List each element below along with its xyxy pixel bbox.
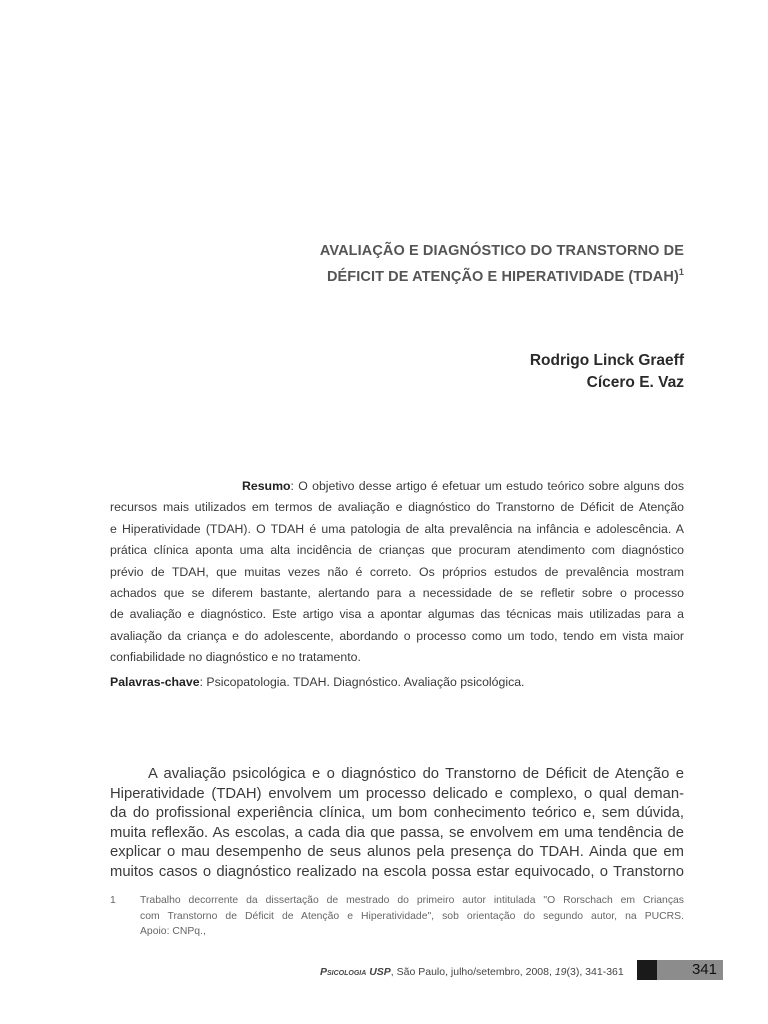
journal-name: Psicologia USP: [320, 966, 391, 978]
keywords: [110, 672, 684, 693]
title-line-1: AVALIAÇÃO E DIAGNÓSTICO DO TRANSTORNO DE: [319, 243, 684, 259]
body-line-4: muita reflexão. As escolas, a cada dia que passa, se envolvem em uma tendência de: [110, 824, 684, 841]
body-line-1: A avaliação psicológica e o diagnóstico do Transtorno de Déficit de Atenção e: [148, 766, 684, 782]
footer-dark-block: [637, 960, 657, 980]
footnote-line-2: com Transtorno de Déficit de Atenção e Hiperatividade", sob orientação do segundo autor, na PUCRS.: [140, 910, 684, 922]
footnote-number: 1: [110, 895, 116, 906]
abstract-line-5: prévio de TDAH, que muitas vezes não é correto. Os próprios estudos de prevalência mostram: [110, 564, 684, 579]
citation-post: (3), 341-361: [566, 966, 624, 978]
abstract-line-8: avaliação da criança e do adolescente, abordando o processo como um todo, tendo em vista maior: [110, 628, 684, 643]
title-line-2: [124, 262, 684, 288]
author-1: Rodrigo Linck Graeff: [529, 352, 684, 369]
citation-volume: 19: [554, 966, 567, 978]
abstract-line-4: prática clínica aponta uma alta incidência de crianças que procuram atendimento com diagnóstico: [110, 543, 684, 558]
abstract-line-1-text: : O objetivo desse artigo é efetuar um estudo teórico sobre alguns dos: [290, 479, 684, 493]
keywords-text: : Psicopatologia. TDAH. Diagnóstico. Avaliação psicológica.: [199, 675, 525, 689]
title-footnote-mark: 1: [678, 267, 684, 277]
body-line-6: muitos casos o diagnóstico realizado na escola possa estar equivocado, o Transtorno: [110, 863, 684, 880]
citation-pre: , São Paulo, julho/setembro, 2008,: [390, 966, 555, 978]
abstract-line-1: [110, 476, 684, 497]
body-text: [110, 765, 684, 882]
body-line-3: da do profissional experiência clínica, um bom conhecimento teórico e, sem dúvida,: [110, 805, 684, 821]
footnote-line-3: Apoio: CNPq.,: [140, 926, 206, 937]
body-line-5: explicar o mau desempenho de seus alunos pela presença do TDAH. Ainda que em: [110, 844, 684, 860]
footnote-text: [140, 893, 684, 940]
footnote: [110, 893, 684, 940]
running-footer: [320, 966, 624, 978]
author-2: Cícero E. Vaz: [586, 374, 684, 391]
title-line-2-text: DÉFICIT DE ATENÇÃO E HIPERATIVIDADE (TDAH): [326, 268, 679, 285]
footnote-line-1: Trabalho decorrente da dissertação de mestrado do primeiro autor intitulada "O Rorschach em Crianças: [140, 895, 684, 906]
abstract-line-6: achados que se diferem bastante, alertando para a necessidade de se refletir sobre o processo: [110, 586, 684, 601]
abstract-line-3: e Hiperatividade (TDAH). O TDAH é uma patologia de alta prevalência na infância e adolescência. A: [110, 521, 684, 536]
abstract-line-7: de avaliação e diagnóstico. Este artigo visa a apontar algumas das técnicas mais utilizadas para a: [110, 607, 684, 622]
article-title: [124, 241, 684, 288]
abstract: [110, 476, 684, 669]
keywords-label: Palavras-chave: [110, 675, 200, 689]
page-number: 341: [657, 960, 723, 980]
body-line-2: Hiperatividade (TDAH) envolvem um processo delicado e complexo, o qual deman-: [110, 785, 684, 802]
abstract-label: Resumo: [242, 479, 291, 493]
author-list: [284, 350, 684, 394]
abstract-line-2: recursos mais utilizados em termos de avaliação e diagnóstico do Transtorno de Déficit de Atenção: [110, 500, 684, 515]
abstract-line-9: confiabilidade no diagnóstico e no tratamento.: [110, 650, 361, 665]
